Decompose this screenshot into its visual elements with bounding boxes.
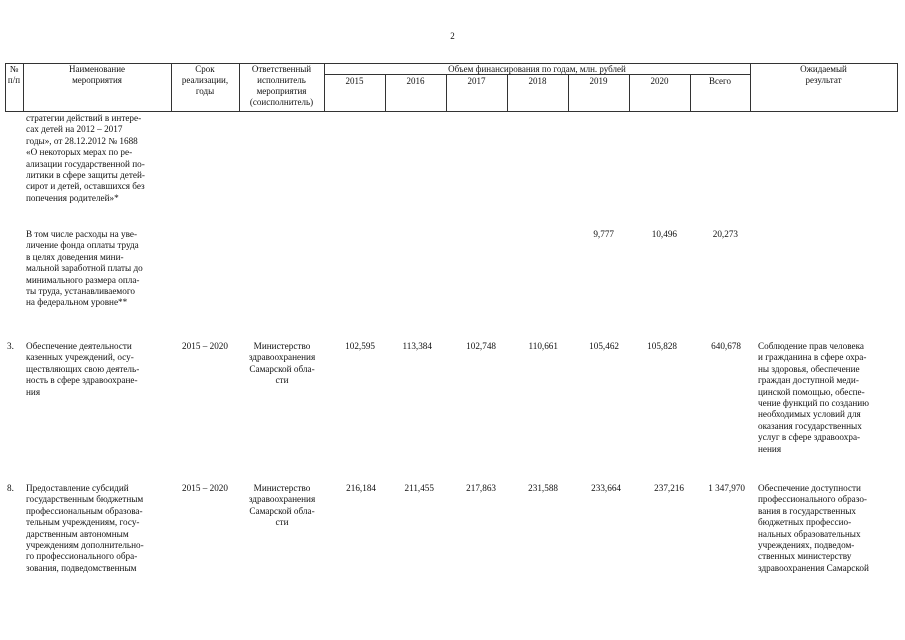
value-2020: 237,216 xyxy=(654,483,684,493)
header-year-2019: 2019 xyxy=(589,76,608,86)
text-line: учреждениях, подведом- xyxy=(758,540,855,551)
text-line: Самарской обла- xyxy=(249,505,315,516)
text-line: тельным учреждениям, госу- xyxy=(26,517,140,528)
value-2018: 231,588 xyxy=(528,483,558,493)
text-line: минимального размера опла- xyxy=(26,274,140,285)
value-2020: 105,828 xyxy=(647,341,677,351)
header-name xyxy=(23,64,171,86)
value-total: 640,678 xyxy=(711,341,741,351)
text-line: бюджетных профессио- xyxy=(758,517,852,528)
text-line: сти xyxy=(275,375,289,386)
text-line: здравоохранения xyxy=(248,494,316,505)
text-line: стратегии действий в интере- xyxy=(26,113,142,123)
text-line: Предоставление субсидий xyxy=(26,483,129,493)
header-year-2015: 2015 xyxy=(345,76,364,86)
row-period: 2015 – 2020 xyxy=(182,483,228,493)
header-result-line: Ожидаемый xyxy=(800,64,847,74)
text-line: ществляющих свою деятель- xyxy=(26,363,140,374)
text-line: Соблюдение прав человека xyxy=(758,341,864,351)
value-2015: 102,595 xyxy=(345,341,375,351)
col-border-12 xyxy=(897,63,898,112)
header-period-line: реализации, xyxy=(181,75,229,85)
value-total: 20,273 xyxy=(712,229,738,239)
header-num-line: № xyxy=(9,64,19,74)
header-bottom-border xyxy=(5,111,897,112)
row-number: 8. xyxy=(7,483,14,493)
value-total: 1 347,970 xyxy=(708,483,745,493)
text-line: Обеспечение доступности xyxy=(758,483,861,493)
row-period: 2015 – 2020 xyxy=(182,341,228,351)
text-line: Самарской обла- xyxy=(249,363,315,374)
text-line: личение фонда оплаты труда xyxy=(26,240,139,251)
value-2019: 9,777 xyxy=(593,229,614,239)
text-line: чение функций по созданию xyxy=(758,398,870,409)
value-2017: 102,748 xyxy=(466,341,496,351)
text-line: дарственным автономным xyxy=(26,528,129,539)
row-name xyxy=(26,483,168,574)
header-executor xyxy=(239,64,324,108)
text-line: необходимых условий для xyxy=(758,409,861,420)
text-line: В том числе расходы на уве- xyxy=(26,229,138,239)
text-line: ты труда, устанавливаемого xyxy=(26,286,135,297)
text-line: нения xyxy=(758,443,782,454)
text-line: здравоохранения Самарской xyxy=(758,562,869,573)
header-funding-title: Объем финансирования по годам, млн. рублей xyxy=(448,64,626,74)
header-year-2017: 2017 xyxy=(467,76,486,86)
row-executor xyxy=(240,341,324,387)
text-line: Обеспечение деятельности xyxy=(26,341,132,351)
header-num xyxy=(5,64,23,86)
text-line: в целях доведения мини- xyxy=(26,251,124,262)
value-2016: 113,384 xyxy=(402,341,432,351)
header-num-line: п/п xyxy=(7,75,21,85)
text-line: го профессионального обра- xyxy=(26,551,138,562)
text-line: сирот и детей, оставшихся без xyxy=(26,181,145,192)
page-number: 2 xyxy=(450,31,455,41)
header-total: Всего xyxy=(708,76,732,86)
text-line: казенных учреждений, осу- xyxy=(26,352,134,363)
row-result xyxy=(758,483,890,574)
text-line: граждан доступной меди- xyxy=(758,375,859,386)
text-line: нальных образовательных xyxy=(758,528,861,539)
header-result xyxy=(750,64,897,86)
text-line: вания в государственных xyxy=(758,505,857,516)
value-2019: 233,664 xyxy=(591,483,621,493)
text-line: и гражданина в сфере охра- xyxy=(758,352,867,363)
value-2016: 211,455 xyxy=(404,483,434,493)
text-line: Министерство xyxy=(253,483,311,493)
header-period xyxy=(171,64,239,97)
row-name xyxy=(26,341,168,398)
value-2019: 105,462 xyxy=(589,341,619,351)
text-line: на федеральном уровне** xyxy=(26,297,128,308)
text-line: сти xyxy=(275,517,289,528)
header-executor-line: исполнитель xyxy=(257,75,306,85)
text-line: государственным бюджетным xyxy=(26,494,144,505)
text-line: цинской помощью, обеспе- xyxy=(758,386,865,397)
text-line: ность в сфере здравоохране- xyxy=(26,375,138,386)
text-line: ственных министерству xyxy=(758,551,852,562)
row-executor xyxy=(240,483,324,529)
row-result xyxy=(758,341,890,455)
row-number: 3. xyxy=(7,341,14,351)
text-line: здравоохранения xyxy=(248,352,316,363)
header-executor-line: мероприятия xyxy=(256,86,307,96)
header-year-2018: 2018 xyxy=(528,76,547,86)
header-year-2020: 2020 xyxy=(650,76,669,86)
text-line: оказания государственных xyxy=(758,420,862,431)
header-executor-line: Ответственный xyxy=(251,64,312,74)
text-line: Министерство xyxy=(253,341,311,351)
header-name-line: мероприятия xyxy=(72,75,122,85)
text-line: профессионального образо- xyxy=(758,494,867,505)
row-name xyxy=(26,229,168,309)
text-line: ны здоровья, обеспечение xyxy=(758,363,860,374)
header-executor-line: (соисполнитель) xyxy=(249,97,314,107)
header-period-line: Срок xyxy=(195,64,215,74)
header-result-line: результат xyxy=(805,75,842,85)
text-line: сах детей на 2012 – 2017 xyxy=(26,124,123,135)
text-line: зования, подведомственным xyxy=(26,562,137,573)
value-2017: 217,863 xyxy=(466,483,496,493)
header-name-line: Наименование xyxy=(68,64,126,74)
text-line: ния xyxy=(26,386,41,397)
text-line: ализации государственной по- xyxy=(26,158,145,169)
value-2020: 10,496 xyxy=(651,229,677,239)
text-line: «О некоторых мерах по ре- xyxy=(26,147,133,158)
text-line: учреждениям дополнительно- xyxy=(26,540,144,551)
text-line: профессиональным образова- xyxy=(26,505,143,516)
text-line: литики в сфере защиты детей- xyxy=(26,170,145,181)
header-year-2016: 2016 xyxy=(406,76,425,86)
text-line: услуг в сфере здравоохра- xyxy=(758,432,861,443)
text-line: попечения родителей»* xyxy=(26,192,119,203)
header-period-line: годы xyxy=(195,86,215,96)
value-2018: 110,661 xyxy=(528,341,558,351)
value-2015: 216,184 xyxy=(346,483,376,493)
text-line: годы», от 28.12.2012 № 1688 xyxy=(26,135,138,146)
text-line: мальной заработной платы до xyxy=(26,263,143,274)
row-name xyxy=(26,113,168,204)
